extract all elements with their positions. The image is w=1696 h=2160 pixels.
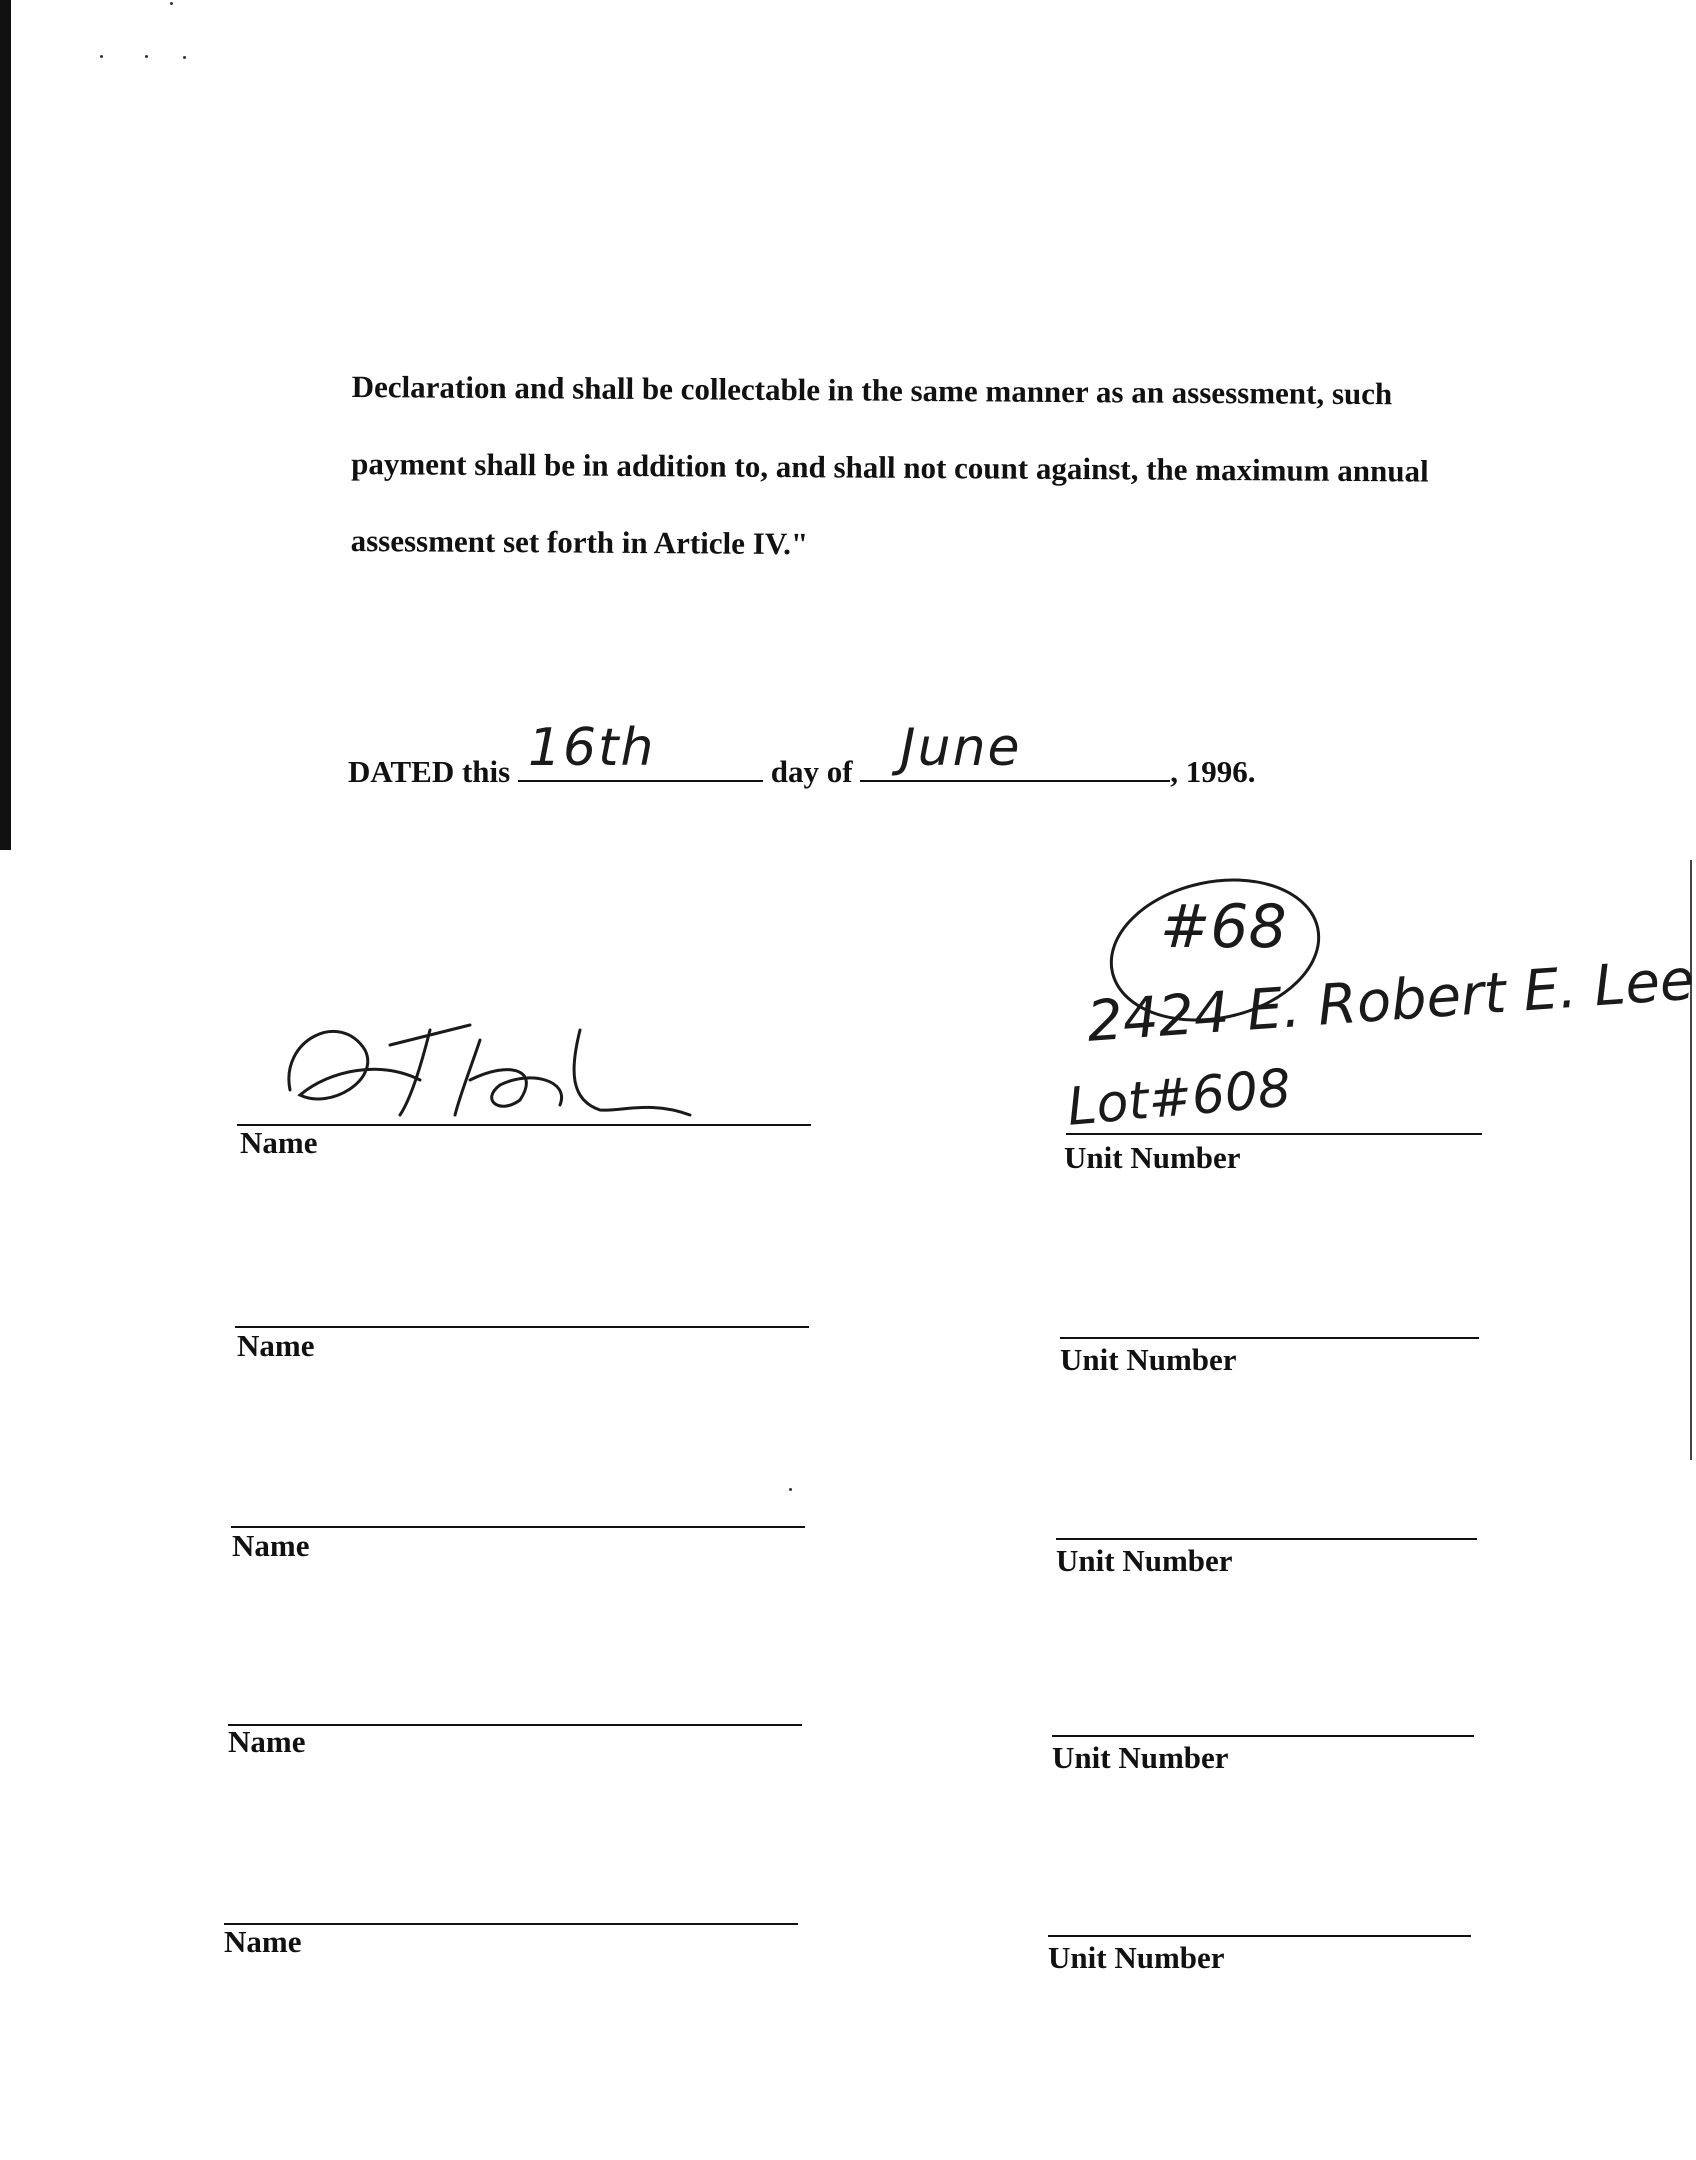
name-signature-line-1[interactable] xyxy=(237,1124,811,1126)
dated-suffix: , 1996. xyxy=(1170,754,1256,789)
name-label-4: Name xyxy=(228,1724,306,1759)
day-handwritten-value: 16th xyxy=(527,718,656,778)
unit-line-3[interactable] xyxy=(1056,1538,1477,1540)
dated-middle: day of xyxy=(770,754,853,789)
month-handwritten-value: June xyxy=(900,718,1022,778)
unit-label-2: Unit Number xyxy=(1060,1342,1237,1377)
circled-number: #68 xyxy=(1160,892,1287,962)
month-field[interactable] xyxy=(860,718,1170,782)
body-paragraph xyxy=(350,348,1462,587)
scan-speck xyxy=(145,55,148,58)
name-signature-line-2[interactable] xyxy=(235,1326,809,1328)
unit-line-5[interactable] xyxy=(1048,1935,1471,1937)
scan-edge-shadow xyxy=(0,0,11,850)
unit-label-5: Unit Number xyxy=(1048,1940,1225,1975)
lot-handwritten: Lot#608 xyxy=(1065,1058,1294,1138)
unit-label-3: Unit Number xyxy=(1056,1543,1233,1578)
handwritten-signature xyxy=(270,1000,730,1130)
scan-speck xyxy=(170,2,173,5)
body-line-1: Declaration and shall be collectable in the same manner as an assessment, such xyxy=(351,368,1393,412)
address-handwritten: 2424 E. Robert E. Lee xyxy=(1085,947,1696,1055)
body-line-3: assessment set forth in Article IV." xyxy=(350,522,809,562)
name-label-1: Name xyxy=(240,1125,318,1160)
unit-line-4[interactable] xyxy=(1052,1735,1474,1737)
body-line-2: payment shall be in addition to, and shall not count against, the maximum annual xyxy=(351,445,1429,489)
unit-label-1: Unit Number xyxy=(1064,1140,1241,1175)
unit-line-2[interactable] xyxy=(1060,1337,1479,1339)
name-label-5: Name xyxy=(224,1924,302,1959)
day-field[interactable] xyxy=(518,718,763,782)
unit-label-4: Unit Number xyxy=(1052,1740,1229,1775)
name-label-2: Name xyxy=(237,1328,315,1363)
dated-prefix: DATED this xyxy=(348,754,511,789)
name-signature-line-5[interactable] xyxy=(224,1923,798,1925)
name-signature-line-3[interactable] xyxy=(231,1526,805,1528)
name-label-3: Name xyxy=(232,1528,310,1563)
name-signature-line-4[interactable] xyxy=(228,1724,802,1726)
scan-speck xyxy=(183,56,186,59)
dated-line xyxy=(348,718,1256,790)
scan-speck xyxy=(789,1488,792,1491)
scan-speck xyxy=(100,55,103,58)
unit-line-1[interactable] xyxy=(1066,1133,1482,1135)
